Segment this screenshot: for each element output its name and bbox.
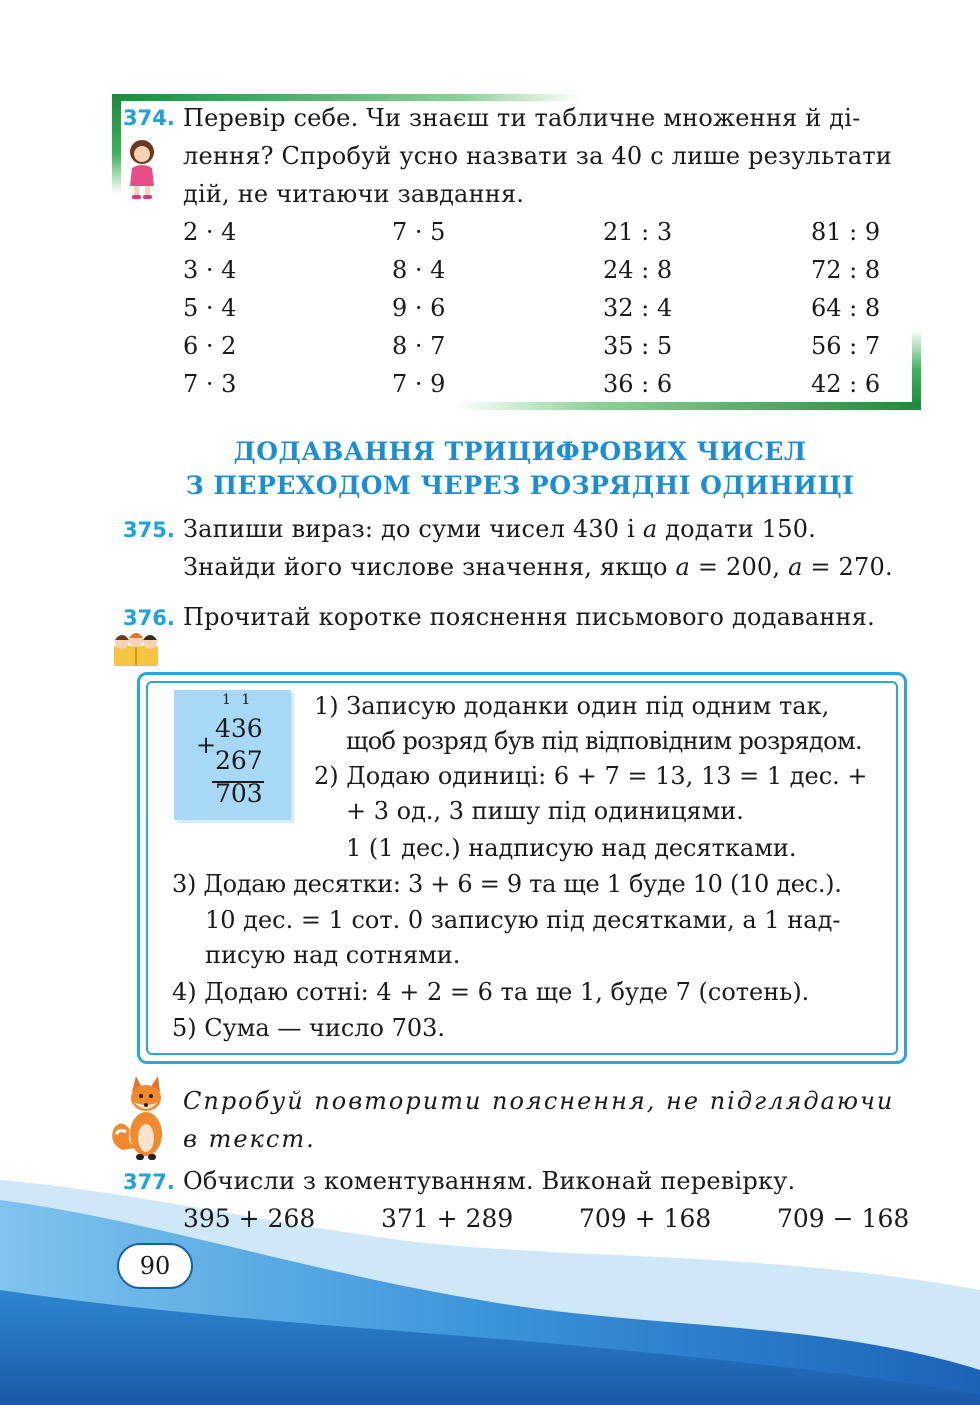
table-cell: 2 · 4 [183, 218, 237, 246]
table-row [183, 327, 903, 365]
table-row [183, 365, 903, 403]
explanation-step: 10 дес. = 1 сот. 0 записую під десятками, а 1 над- [205, 906, 841, 934]
explanation-step: 2) Додаю одиниці: 6 + 7 = 13, 13 = 1 дес. + [314, 762, 868, 790]
exercise-text-line: дій, не читаючи завдання. [183, 180, 525, 208]
hint-text: в текст. [183, 1125, 316, 1153]
explanation-step: 3) Додаю десятки: 3 + 6 = 9 та ще 1 буде 10 (10 дес.). [172, 870, 842, 898]
carry-digits: 1 1 [222, 692, 254, 708]
table-cell: 8 · 4 [392, 256, 446, 284]
page-number: 90 [117, 1243, 193, 1289]
section-title-line: З ПЕРЕХОДОМ ЧЕРЕЗ РОЗРЯДНІ ОДИНИЦІ [185, 471, 855, 500]
table-cell: 24 : 8 [603, 256, 673, 284]
multiplication-division-table [183, 213, 903, 403]
explanation-step: 1) Записую доданки один під одним так, [314, 692, 830, 720]
exercise-text-line: лення? Спробуй усно назвати за 40 с лише результати [183, 142, 893, 170]
hint-text: Спробуй повторити пояснення, не підглядаючи [183, 1087, 895, 1115]
section-title-line: ДОДАВАННЯ ТРИЦИФРОВИХ ЧИСЕЛ [233, 437, 807, 466]
table-cell: 32 : 4 [603, 294, 673, 322]
table-row [183, 251, 903, 289]
explanation-step: щоб розряд був під відповідним розрядом. [346, 727, 863, 755]
table-cell: 64 : 8 [811, 294, 881, 322]
fox-icon [108, 1072, 174, 1164]
expression-item: 709 − 168 [777, 1204, 910, 1233]
table-cell: 7 · 5 [392, 218, 446, 246]
exercise-number: 376. [123, 606, 175, 630]
addend-2: 267 [215, 746, 263, 775]
expression-item: 395 + 268 [183, 1204, 316, 1233]
addend-1: 436 [215, 714, 263, 743]
exercise-text-line: Запиши вираз: до суми чисел 430 і a додати 150. [183, 515, 817, 543]
exercise-number: 374. [123, 106, 175, 130]
exercise-frame-bottom [455, 402, 921, 410]
table-cell: 36 : 6 [603, 370, 673, 398]
table-cell: 42 : 6 [811, 370, 881, 398]
table-cell: 72 : 8 [811, 256, 881, 284]
table-cell: 5 · 4 [183, 294, 237, 322]
exercise-number: 375. [123, 518, 175, 542]
explanation-step: писую над сотнями. [205, 941, 461, 969]
table-cell: 81 : 9 [811, 218, 881, 246]
table-cell: 3 · 4 [183, 256, 237, 284]
explanation-step: 5) Сума — число 703. [172, 1014, 446, 1042]
table-cell: 35 : 5 [603, 332, 673, 360]
exercise-text-line: Прочитай коротке пояснення письмового додавання. [183, 603, 875, 631]
exercise-frame-right [912, 330, 921, 410]
table-cell: 7 · 3 [183, 370, 237, 398]
expression-item: 371 + 289 [381, 1204, 514, 1233]
explanation-step: 1 (1 дес.) надписую над десятками. [346, 834, 797, 862]
table-cell: 7 · 9 [392, 370, 446, 398]
table-cell: 56 : 7 [811, 332, 881, 360]
table-row [183, 213, 903, 251]
table-cell: 21 : 3 [603, 218, 673, 246]
exercise-text-line: Обчисли з коментуванням. Виконай перевірку. [183, 1167, 796, 1195]
explanation-step: + 3 од., 3 пишу під одиницями. [346, 797, 744, 825]
kids-reading-icon [108, 630, 164, 668]
table-cell: 9 · 6 [392, 294, 446, 322]
table-row [183, 289, 903, 327]
exercise-number: 377. [123, 1170, 175, 1194]
sum-result: 703 [215, 779, 263, 808]
exercise-text-line: Знайди його числове значення, якщо a = 200, a = 270. [183, 553, 893, 581]
explanation-step: 4) Додаю сотні: 4 + 2 = 6 та ще 1, буде 7 (сотень). [172, 978, 810, 1006]
girl-icon [122, 138, 162, 200]
table-cell: 8 · 7 [392, 332, 446, 360]
table-cell: 6 · 2 [183, 332, 237, 360]
plus-sign: + [196, 731, 217, 759]
exercise-text-line: Перевір себе. Чи знаєш ти табличне множення й ді- [183, 104, 861, 132]
expression-item: 709 + 168 [579, 1204, 712, 1233]
exercise-frame-left [112, 94, 121, 194]
